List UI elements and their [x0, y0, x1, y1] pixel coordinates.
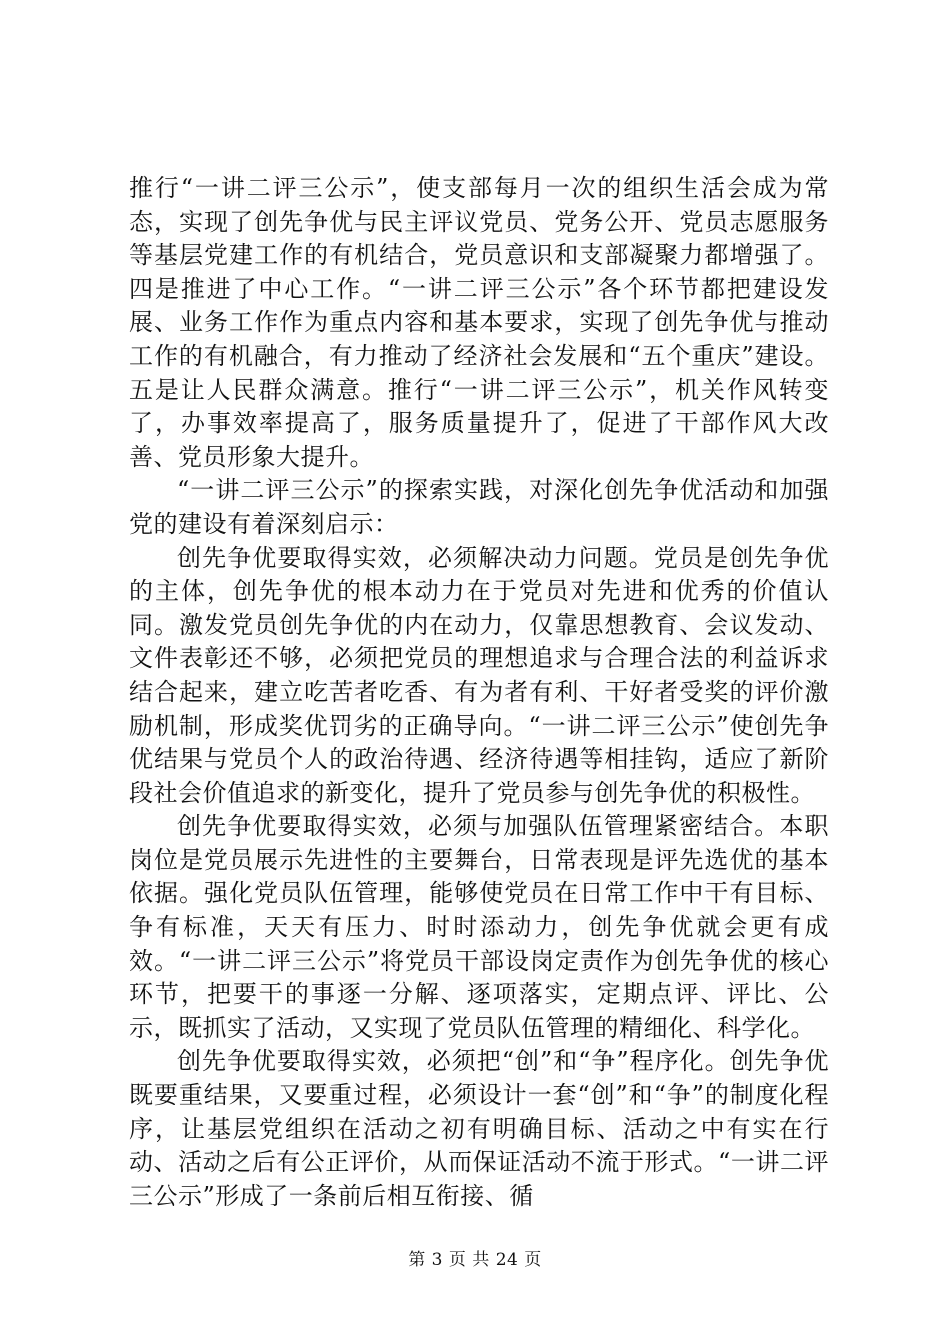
document-body — [129, 172, 829, 1213]
page-footer: 第 3 页 共 24 页 — [408, 1250, 542, 1270]
paragraph-procedure: 创先争优要取得实效，必须把“创”和“争”程序化。创先争优既要重结果，又要重过程，必须设计一套“创”和“争”的制度化程序，让基层党组织在活动之初有明确目标、活动之中有实在行动、活动之后有公正评价，从而保证活动不流于形式。“一讲二评三公示”形成了一条前后相互衔接、循 — [129, 1047, 829, 1210]
paragraph-team-management: 创先争优要取得实效，必须与加强队伍管理紧密结合。本职岗位是党员展示先进性的主要舞台，日常表现是评先选优的基本依据。强化党员队伍管理，能够使党员在日常工作中干有目标、争有标准，天天有压力、时时添动力，创先争优就会更有成效。“一讲二评三公示”将党员干部设岗定责作为创先争优的核心环节，把要干的事逐一分解、逐项落实，定期点评、评比、公示，既抓实了活动，又实现了党员队伍管理的精细化、科学化。 — [129, 812, 829, 1042]
paragraph-inspiration-intro: “一讲二评三公示”的探索实践，对深化创先争优活动和加强党的建设有着深刻启示： — [129, 476, 829, 538]
paragraph-motivation: 创先争优要取得实效，必须解决动力问题。党员是创先争优的主体，创先争优的根本动力在于党员对先进和优秀的价值认同。激发党员创先争优的内在动力，仅靠思想教育、会议发动、文件表彰还不够，必须把党员的理想追求与合理合法的利益诉求结合起来，建立吃苦者吃香、有为者有利、干好者受奖的评价激励机制，形成奖优罚劣的正确导向。“一讲二评三公示”使创先争优结果与党员个人的政治待遇、经济待遇等相挂钩，适应了新阶段社会价值追求的新变化，提升了党员参与创先争优的积极性。 — [129, 543, 829, 807]
paragraph-continuation: 推行“一讲二评三公示”，使支部每月一次的组织生活会成为常态，实现了创先争优与民主评议党员、党务公开、党员志愿服务等基层党建工作的有机结合，党员意识和支部凝聚力都增强了。四是推进了中心工作。“一讲二评三公示”各个环节都把建设发展、业务工作作为重点内容和基本要求，实现了创先争优与推动工作的有机融合，有力推动了经济社会发展和“五个重庆”建设。五是让人民群众满意。推行“一讲二评三公示”，机关作风转变了，办事效率提高了，服务质量提升了，促进了干部作风大改善、党员形象大提升。 — [129, 174, 829, 471]
